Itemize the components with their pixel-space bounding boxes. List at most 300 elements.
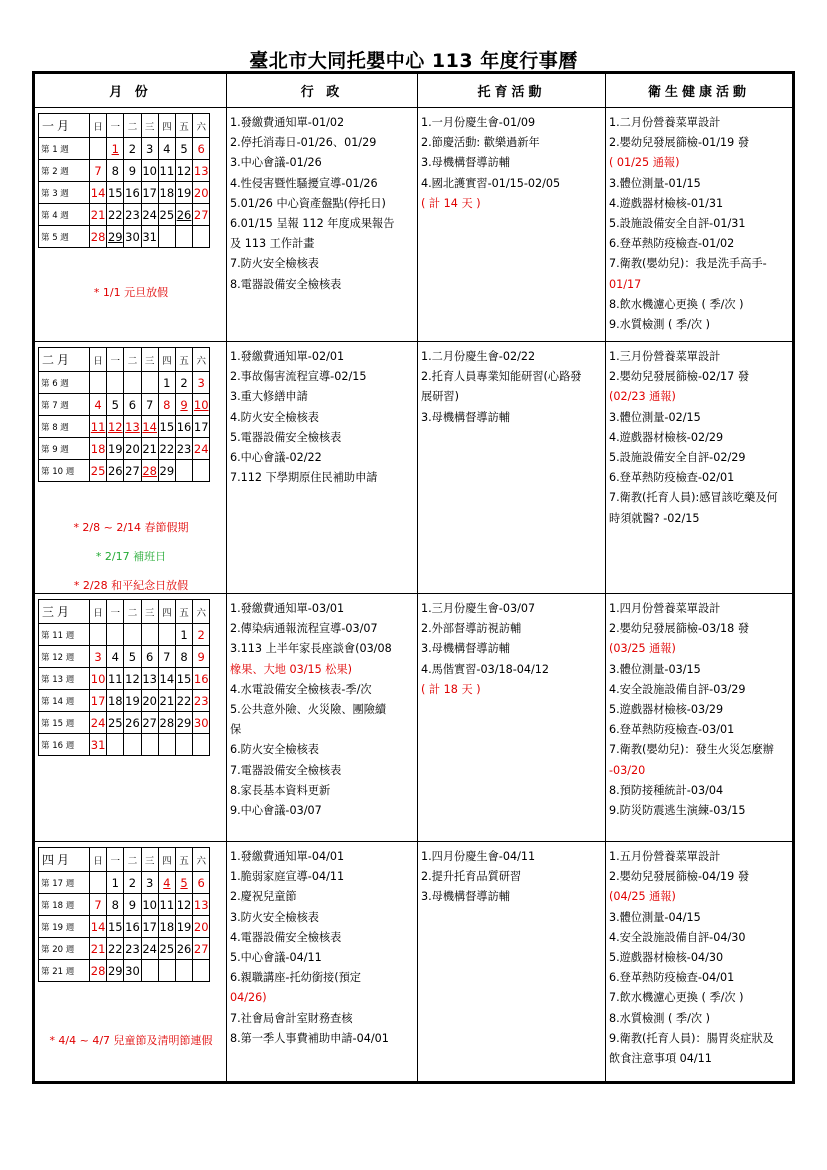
- header-month: 月 份: [35, 74, 227, 108]
- weekday-label: 二: [124, 600, 141, 624]
- list-item: 5.電器設備安全檢核表: [230, 430, 342, 444]
- calendar-day: 4: [158, 138, 175, 160]
- weekday-label: 二: [124, 348, 141, 372]
- calendar-day: 8: [158, 394, 175, 416]
- week-label: 第 5 週: [39, 226, 90, 248]
- activity-cell: [418, 342, 606, 593]
- week-label: 第 17 週: [39, 872, 90, 894]
- list-item: 4.安全設施設備自評-04/30: [609, 930, 746, 944]
- list-item: ( 計 18 天 ): [421, 682, 481, 696]
- health-cell: [606, 342, 792, 593]
- list-item: (02/23 通報): [609, 390, 676, 404]
- list-item: 1.三月份營養菜單設計: [609, 350, 721, 363]
- calendar-day: [158, 734, 175, 756]
- weekday-label: 四: [158, 114, 175, 138]
- admin-cell: [227, 842, 418, 1083]
- month-cell: [35, 594, 227, 841]
- list-item: (03/25 通報): [609, 642, 676, 656]
- health-list: [609, 847, 790, 1069]
- calendar-day: 29: [107, 960, 124, 982]
- list-item: 8.家長基本資料更新: [230, 783, 331, 797]
- calendar-day: [193, 226, 210, 248]
- calendar-day: 24: [90, 712, 107, 734]
- list-item: (04/25 通報): [609, 890, 676, 904]
- holiday-note: * 2/28 和平紀念日放假: [73, 579, 189, 592]
- calendar-day: 19: [107, 438, 124, 460]
- calendar-day: [90, 372, 107, 394]
- health-list: [609, 599, 790, 821]
- calendar-day: 26: [175, 938, 192, 960]
- calendar-day: 5: [107, 394, 124, 416]
- list-item: 9.中心會議-03/07: [230, 804, 322, 818]
- calendar-day: [141, 372, 158, 394]
- list-item: 3.體位測量-04/15: [609, 910, 701, 924]
- calendar-day: 3: [141, 872, 158, 894]
- weekday-label: 三: [141, 600, 158, 624]
- list-item: 3.113 上半年家長座談會(03/08: [230, 642, 392, 656]
- calendar-day: 5: [175, 138, 192, 160]
- list-item: 5.遊戲器材檢核-04/30: [609, 951, 724, 965]
- calendar-day: 21: [90, 938, 107, 960]
- mini-calendar: [38, 599, 210, 756]
- weekday-label: 三: [141, 348, 158, 372]
- activity-cell: [418, 594, 606, 841]
- list-item: 7.電器設備安全檢核表: [230, 763, 342, 777]
- calendar-day: 17: [193, 416, 210, 438]
- month-row: [35, 594, 792, 842]
- list-item: 橡果、大地 03/15 松果): [230, 662, 353, 676]
- calendar-sheet: [32, 71, 795, 1084]
- list-item: 2.提升托育品質研習: [421, 870, 522, 884]
- calendar-day: 1: [175, 624, 192, 646]
- weekday-label: 日: [90, 348, 107, 372]
- health-list: [609, 347, 790, 529]
- list-item: 5.設施設備安全自評-01/31: [609, 217, 746, 231]
- calendar-day: [141, 624, 158, 646]
- calendar-day: 29: [107, 226, 124, 248]
- list-item: 9.水質檢測 ( 季/次 ): [609, 318, 710, 332]
- list-item: 4.遊戲器材檢核-02/29: [609, 430, 724, 444]
- weekday-label: 日: [90, 848, 107, 872]
- list-item: 1.三月份慶生會-03/07: [421, 602, 536, 615]
- weekday-label: 五: [175, 848, 192, 872]
- calendar-day: 1: [158, 372, 175, 394]
- calendar-day: 25: [158, 204, 175, 226]
- calendar-day: 28: [158, 712, 175, 734]
- list-item: 4.性侵害暨性騷擾宣導-01/26: [230, 176, 378, 190]
- calendar-day: 19: [124, 690, 141, 712]
- list-item: 1.四月份營養菜單設計: [609, 602, 721, 615]
- weekday-label: 六: [193, 848, 210, 872]
- health-cell: [606, 594, 792, 841]
- month-name: 二月: [39, 348, 90, 372]
- list-item: 8.預防接種統計-03/04: [609, 783, 724, 797]
- calendar-day: [124, 372, 141, 394]
- calendar-day: 29: [175, 712, 192, 734]
- list-item: 及 113 工作計畫: [230, 237, 315, 251]
- calendar-day: 20: [141, 690, 158, 712]
- calendar-day: 13: [124, 416, 141, 438]
- week-label: 第 4 週: [39, 204, 90, 226]
- list-item: 1.五月份營養菜單設計: [609, 850, 721, 863]
- list-item: 3.母機構督導訪輔: [421, 156, 510, 170]
- calendar-day: 19: [175, 916, 192, 938]
- calendar-day: 13: [193, 894, 210, 916]
- list-item: 2.停托消毒日-01/26、01/29: [230, 136, 377, 150]
- admin-cell: [227, 342, 418, 593]
- list-item: 2.嬰幼兒發展篩檢-03/18 發: [609, 622, 750, 636]
- calendar-day: [90, 624, 107, 646]
- calendar-day: 9: [175, 394, 192, 416]
- calendar-day: 1: [107, 872, 124, 894]
- holiday-note: * 1/1 元旦放假: [93, 286, 169, 299]
- weekday-label: 四: [158, 348, 175, 372]
- calendar-day: 20: [193, 916, 210, 938]
- calendar-day: [107, 372, 124, 394]
- list-item: 7.衛教(嬰幼兒)：發生火災怎麼辦: [609, 743, 774, 757]
- calendar-day: 25: [90, 460, 107, 482]
- calendar-day: 14: [158, 668, 175, 690]
- page-title: 臺北市大同托嬰中心 113 年度行事曆: [249, 50, 578, 72]
- calendar-day: 23: [124, 938, 141, 960]
- list-item: 2.事故傷害流程宣導-02/15: [230, 370, 367, 384]
- calendar-day: 24: [193, 438, 210, 460]
- list-item: 1.二月份慶生會-02/22: [421, 350, 536, 363]
- calendar-day: 13: [193, 160, 210, 182]
- calendar-day: 2: [193, 624, 210, 646]
- list-item: 3.體位測量-02/15: [609, 410, 701, 424]
- calendar-day: 14: [90, 182, 107, 204]
- calendar-day: [124, 624, 141, 646]
- calendar-day: 2: [175, 372, 192, 394]
- calendar-day: [141, 734, 158, 756]
- weekday-label: 六: [193, 348, 210, 372]
- calendar-day: 27: [193, 938, 210, 960]
- calendar-day: 28: [90, 960, 107, 982]
- week-label: 第 13 週: [39, 668, 90, 690]
- list-item: 3.母機構督導訪輔: [421, 642, 510, 656]
- calendar-day: 9: [124, 160, 141, 182]
- calendar-day: 15: [107, 916, 124, 938]
- activity-cell: [418, 842, 606, 1083]
- calendar-day: 22: [107, 204, 124, 226]
- calendar-day: 26: [175, 204, 192, 226]
- list-item: 8.電器設備安全檢核表: [230, 277, 342, 291]
- weekday-label: 日: [90, 600, 107, 624]
- calendar-day: 12: [107, 416, 124, 438]
- month-name: 四月: [39, 848, 90, 872]
- list-item: 9.衛教(托育人員)：腸胃炎症狀及: [609, 1031, 774, 1045]
- calendar-day: 25: [107, 712, 124, 734]
- list-item: 3.母機構督導訪輔: [421, 410, 510, 424]
- weekday-label: 五: [175, 600, 192, 624]
- week-label: 第 6 週: [39, 372, 90, 394]
- calendar-day: [107, 624, 124, 646]
- calendar-day: 24: [141, 204, 158, 226]
- list-item: 1.發繳費通知單-03/01: [230, 602, 345, 615]
- calendar-day: 15: [175, 668, 192, 690]
- mini-calendar: [38, 347, 210, 482]
- list-item: 04/26): [230, 991, 267, 1005]
- health-cell: [606, 842, 792, 1083]
- weekday-label: 一: [107, 114, 124, 138]
- weekday-label: 六: [193, 600, 210, 624]
- list-item: 8.第一季人事費補助申請-04/01: [230, 1031, 389, 1045]
- calendar-day: 15: [158, 416, 175, 438]
- week-label: 第 8 週: [39, 416, 90, 438]
- week-label: 第 9 週: [39, 438, 90, 460]
- holiday-note: * 2/17 補班日: [95, 550, 167, 563]
- list-item: 2.慶祝兒童節: [230, 890, 297, 904]
- calendar-day: 18: [158, 916, 175, 938]
- list-item: 3.體位測量-01/15: [609, 176, 701, 190]
- calendar-day: 8: [107, 894, 124, 916]
- calendar-day: 29: [158, 460, 175, 482]
- health-cell: [606, 108, 792, 341]
- calendar-day: 30: [193, 712, 210, 734]
- list-item: 6.登革熱防疫檢查-01/02: [609, 237, 735, 251]
- calendar-day: 5: [124, 646, 141, 668]
- calendar-day: 10: [141, 160, 158, 182]
- calendar-day: 17: [141, 916, 158, 938]
- week-label: 第 18 週: [39, 894, 90, 916]
- list-item: 6.中心會議-02/22: [230, 451, 322, 465]
- list-item: 5.遊戲器材檢核-03/29: [609, 703, 724, 717]
- calendar-day: 10: [141, 894, 158, 916]
- list-item: 7.衛教(嬰幼兒)：我是洗手高手-: [609, 257, 767, 271]
- list-item: 6.01/15 呈報 112 年度成果報告: [230, 217, 395, 231]
- admin-cell: [227, 594, 418, 841]
- weekday-label: 四: [158, 600, 175, 624]
- list-item: 7.社會局會計室財務查核: [230, 1011, 353, 1025]
- list-item: 4.國北護實習-01/15-02/05: [421, 176, 561, 190]
- calendar-day: 7: [158, 646, 175, 668]
- weekday-label: 二: [124, 114, 141, 138]
- calendar-day: 3: [141, 138, 158, 160]
- week-label: 第 12 週: [39, 646, 90, 668]
- list-item: 2.托育人員專業知能研習(心路發: [421, 370, 582, 384]
- list-item: 1.發繳費通知單-01/02: [230, 116, 345, 129]
- calendar-day: [175, 734, 192, 756]
- calendar-day: 10: [90, 668, 107, 690]
- calendar-day: 31: [90, 734, 107, 756]
- list-item: 3.防火安全檢核表: [230, 910, 319, 924]
- calendar-day: 25: [158, 938, 175, 960]
- calendar-day: 2: [124, 138, 141, 160]
- calendar-day: 4: [90, 394, 107, 416]
- list-item: 4.遊戲器材檢核-01/31: [609, 196, 724, 210]
- month-row: [35, 108, 792, 342]
- list-item: 9.防災防震逃生演練-03/15: [609, 804, 746, 818]
- list-item: 7.衛教(托育人員):感冒該吃藥及何: [609, 491, 778, 505]
- activity-cell: [418, 108, 606, 341]
- calendar-day: [158, 960, 175, 982]
- calendar-day: 5: [175, 872, 192, 894]
- calendar-day: 6: [141, 646, 158, 668]
- calendar-day: 2: [124, 872, 141, 894]
- calendar-day: 23: [175, 438, 192, 460]
- calendar-day: 18: [107, 690, 124, 712]
- activity-list: [421, 847, 603, 908]
- list-item: 保: [230, 723, 242, 737]
- calendar-day: 7: [90, 894, 107, 916]
- weekday-label: 三: [141, 848, 158, 872]
- list-item: 飲食注意事項 04/11: [609, 1052, 712, 1066]
- calendar-day: 22: [158, 438, 175, 460]
- list-item: 1.一月份慶生會-01/09: [421, 116, 536, 129]
- week-label: 第 10 週: [39, 460, 90, 482]
- week-label: 第 20 週: [39, 938, 90, 960]
- calendar-day: 30: [124, 226, 141, 248]
- list-item: 7.防火安全檢核表: [230, 257, 319, 271]
- activity-list: [421, 347, 603, 428]
- list-item: 1.發繳費通知單-04/01: [230, 850, 345, 863]
- list-item: 6.親職講座-托幼銜接(預定: [230, 971, 361, 985]
- calendar-day: 3: [193, 372, 210, 394]
- calendar-day: 8: [107, 160, 124, 182]
- activity-list: [421, 599, 603, 700]
- admin-cell: [227, 108, 418, 341]
- admin-list: [230, 847, 415, 1049]
- calendar-day: 23: [124, 204, 141, 226]
- list-item: 2.嬰幼兒發展篩檢-01/19 發: [609, 136, 750, 150]
- calendar-day: 28: [141, 460, 158, 482]
- calendar-day: 21: [90, 204, 107, 226]
- calendar-day: [175, 460, 192, 482]
- calendar-day: 12: [175, 160, 192, 182]
- calendar-day: 16: [193, 668, 210, 690]
- calendar-day: 27: [124, 460, 141, 482]
- weekday-label: 四: [158, 848, 175, 872]
- calendar-day: 28: [90, 226, 107, 248]
- calendar-day: 23: [193, 690, 210, 712]
- list-item: 2.嬰幼兒發展篩檢-04/19 發: [609, 870, 750, 884]
- list-item: 3.重大修繕申請: [230, 390, 308, 404]
- month-name: 三月: [39, 600, 90, 624]
- week-label: 第 16 週: [39, 734, 90, 756]
- calendar-day: [175, 226, 192, 248]
- calendar-day: 6: [124, 394, 141, 416]
- list-item: 4.電器設備安全檢核表: [230, 930, 342, 944]
- week-label: 第 2 週: [39, 160, 90, 182]
- calendar-day: 30: [124, 960, 141, 982]
- month-row: [35, 842, 792, 1084]
- list-item: 5.公共意外險、火災險、團險續: [230, 703, 387, 717]
- calendar-day: 21: [158, 690, 175, 712]
- calendar-day: [193, 734, 210, 756]
- holiday-note: * 4/4 ~ 4/7 兒童節及清明節連假: [49, 1034, 213, 1047]
- health-list: [609, 113, 790, 335]
- week-label: 第 1 週: [39, 138, 90, 160]
- list-item: 時須就醫? -02/15: [609, 511, 700, 525]
- list-item: 4.防火安全檢核表: [230, 410, 319, 424]
- calendar-day: 15: [107, 182, 124, 204]
- weekday-label: 一: [107, 348, 124, 372]
- calendar-day: 20: [193, 182, 210, 204]
- calendar-day: 11: [90, 416, 107, 438]
- calendar-day: 8: [175, 646, 192, 668]
- weekday-label: 五: [175, 114, 192, 138]
- calendar-day: 26: [124, 712, 141, 734]
- list-item: 6.登革熱防疫檢查-02/01: [609, 471, 735, 485]
- calendar-day: [141, 960, 158, 982]
- list-item: 5.設施設備安全自評-02/29: [609, 451, 746, 465]
- calendar-day: 18: [90, 438, 107, 460]
- list-item: 4.安全設施設備自評-03/29: [609, 682, 746, 696]
- calendar-day: 16: [124, 916, 141, 938]
- calendar-day: [193, 460, 210, 482]
- list-item: 展研習): [421, 390, 459, 404]
- calendar-day: 7: [90, 160, 107, 182]
- list-item: 7.112 下學期原住民補助申請: [230, 471, 378, 485]
- calendar-day: 9: [124, 894, 141, 916]
- list-item: -03/20: [609, 763, 646, 777]
- mini-calendar: [38, 847, 210, 982]
- calendar-day: 17: [141, 182, 158, 204]
- admin-list: [230, 347, 415, 488]
- calendar-day: 1: [107, 138, 124, 160]
- week-label: 第 19 週: [39, 916, 90, 938]
- calendar-day: 14: [141, 416, 158, 438]
- calendar-day: [107, 734, 124, 756]
- list-item: 3.體位測量-03/15: [609, 662, 701, 676]
- list-item: 01/17: [609, 277, 642, 291]
- calendar-day: 6: [193, 138, 210, 160]
- calendar-day: [124, 734, 141, 756]
- list-item: 1.二月份營養菜單設計: [609, 116, 721, 129]
- calendar-day: 12: [124, 668, 141, 690]
- calendar-day: 16: [124, 182, 141, 204]
- calendar-day: [158, 226, 175, 248]
- calendar-day: 3: [90, 646, 107, 668]
- list-item: 8.飲水機濾心更換 ( 季/次 ): [609, 297, 744, 311]
- calendar-day: 10: [193, 394, 210, 416]
- weekday-label: 一: [107, 848, 124, 872]
- calendar-day: 4: [158, 872, 175, 894]
- calendar-day: 12: [175, 894, 192, 916]
- calendar-day: 4: [107, 646, 124, 668]
- calendar-day: 18: [158, 182, 175, 204]
- list-item: 5.中心會議-04/11: [230, 951, 322, 965]
- calendar-day: 24: [141, 938, 158, 960]
- week-label: 第 15 週: [39, 712, 90, 734]
- month-row: [35, 342, 792, 594]
- weekday-label: 六: [193, 114, 210, 138]
- calendar-day: [193, 960, 210, 982]
- calendar-day: 11: [158, 894, 175, 916]
- list-item: 3.母機構督導訪輔: [421, 890, 510, 904]
- month-name: 一月: [39, 114, 90, 138]
- mini-calendar: [38, 113, 210, 248]
- list-item: 6.登革熱防疫檢查-04/01: [609, 971, 735, 985]
- week-label: 第 21 週: [39, 960, 90, 982]
- list-item: ( 計 14 天 ): [421, 196, 481, 210]
- week-label: 第 3 週: [39, 182, 90, 204]
- calendar-day: 7: [141, 394, 158, 416]
- header-activity: 托育活動: [418, 74, 606, 108]
- list-item: 2.傳染病通報流程宣導-03/07: [230, 622, 378, 636]
- weekday-label: 日: [90, 114, 107, 138]
- weekday-label: 三: [141, 114, 158, 138]
- calendar-day: 9: [193, 646, 210, 668]
- calendar-day: [175, 960, 192, 982]
- header-health: 衛生健康活動: [606, 74, 792, 108]
- holiday-note: * 2/8 ~ 2/14 春節假期: [73, 521, 189, 534]
- list-item: 1.四月份慶生會-04/11: [421, 850, 536, 863]
- list-item: 5.01/26 中心資產盤點(停托日): [230, 196, 386, 210]
- weekday-label: 一: [107, 600, 124, 624]
- calendar-day: 27: [193, 204, 210, 226]
